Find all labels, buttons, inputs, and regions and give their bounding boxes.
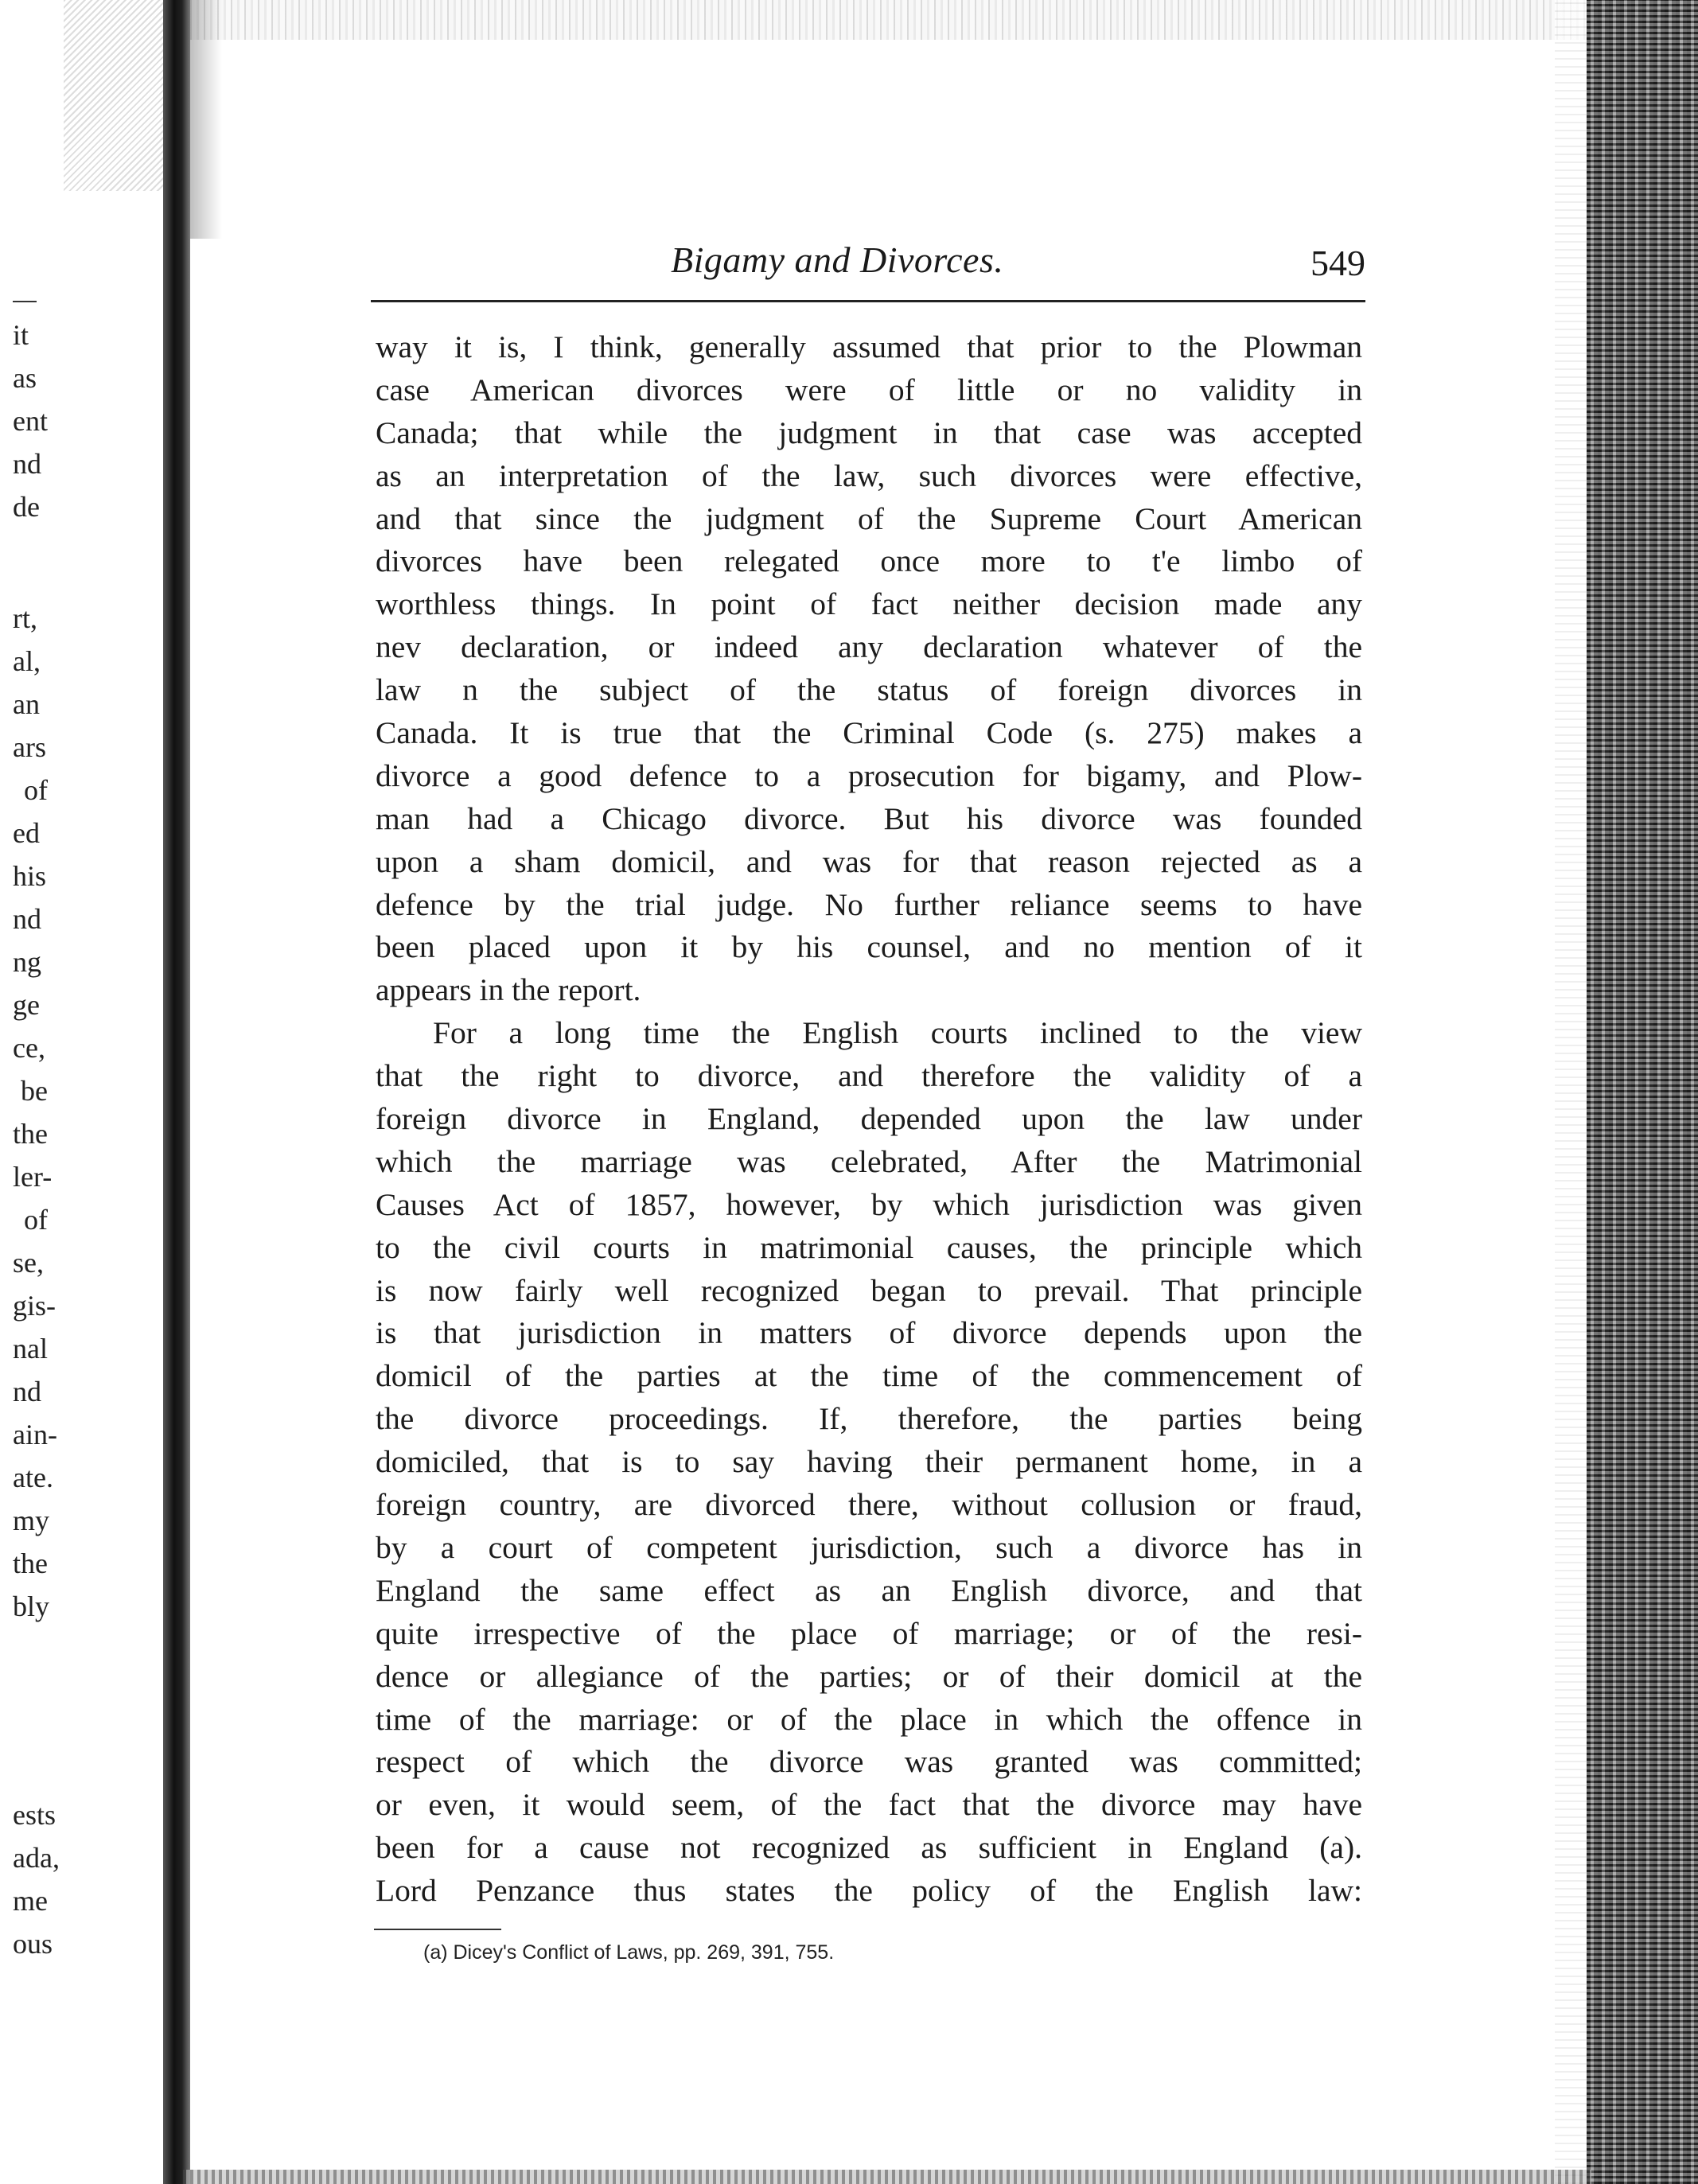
footnote: (a) Dicey's Conflict of Laws, pp. 269, 391, 755.	[423, 1941, 835, 1964]
book-gutter	[163, 0, 190, 2184]
fragment: ous	[13, 1928, 53, 1960]
text-line: or even, it would seem, of the fact that the divorce may have	[376, 1787, 1362, 1823]
text-line: Canada; that while the judgment in that case was accepted	[376, 415, 1362, 450]
header-rule	[371, 300, 1365, 302]
fragment: it	[13, 319, 29, 351]
fragment: de	[13, 491, 40, 523]
fragment: be	[21, 1075, 48, 1107]
fragment: ed	[13, 817, 40, 849]
text-line: is that jurisdiction in matters of divorce depends upon the	[376, 1315, 1362, 1351]
fragment: ler-	[13, 1161, 53, 1193]
text-line: by a court of competent jurisdiction, such a divorce has in	[376, 1529, 1362, 1565]
fragment: ce,	[13, 1032, 45, 1064]
fragment: ain-	[13, 1419, 57, 1450]
fragment: nd	[13, 448, 41, 480]
fragment: rt,	[13, 602, 37, 634]
fragment: nd	[13, 903, 41, 935]
fragment: ate.	[13, 1462, 53, 1493]
fragment: the	[13, 1118, 48, 1150]
text-line: worthless things. In point of fact neither decision made any	[376, 586, 1362, 622]
text-line: is now fairly well recognized began to prevail. That principle	[376, 1272, 1362, 1308]
body-text	[376, 326, 1362, 1913]
text-line: nev declaration, or indeed any declaration whatever of the	[376, 629, 1362, 665]
page-header	[371, 239, 1365, 294]
fragment: nal	[13, 1333, 48, 1365]
text-line: For a long time the English courts inclined to the view	[433, 1015, 1362, 1051]
text-line: divorce a good defence to a prosecution for bigamy, and Plow-	[376, 757, 1362, 793]
fragment: his	[13, 860, 47, 892]
fragment: al,	[13, 645, 41, 677]
fragment: of	[24, 1204, 48, 1236]
facing-page-tick	[13, 301, 37, 302]
text-line: Lord Penzance thus states the policy of the English law:	[376, 1873, 1362, 1909]
scan-right-edge	[1587, 0, 1698, 2184]
fragment: nd	[13, 1376, 41, 1407]
fragment: of	[24, 774, 48, 806]
gutter-shadow	[190, 0, 222, 239]
scan-bottom-edge	[183, 2170, 1591, 2184]
fragment: gis-	[13, 1290, 56, 1322]
text-line: defence by the trial judge. No further reliance seems to have	[376, 886, 1362, 922]
page-edge-light	[1555, 0, 1587, 2184]
fragment: se,	[13, 1247, 44, 1279]
text-line: which the marriage was celebrated, After the Matrimonial	[376, 1143, 1362, 1179]
text-line: quite irrespective of the place of marriage; or of the resi-	[376, 1615, 1362, 1651]
text-line: time of the marriage: or of the place in which the offence in	[376, 1701, 1362, 1737]
fragment: ent	[13, 405, 48, 437]
text-line: respect of which the divorce was granted was committed;	[376, 1744, 1362, 1780]
text-line: England the same effect as an English divorce, and that	[376, 1572, 1362, 1608]
text-line: foreign country, are divorced there, without collusion or fraud,	[376, 1487, 1362, 1523]
fragment: bly	[13, 1590, 50, 1622]
fragment: as	[13, 362, 37, 394]
fragment: ng	[13, 946, 41, 978]
text-line: and that since the judgment of the Supreme Court American	[376, 500, 1362, 536]
fragment: ests	[13, 1799, 56, 1831]
scan-speckle	[64, 0, 163, 191]
text-line: been placed upon it by his counsel, and no mention of it	[376, 929, 1362, 965]
text-line: upon a sham domicil, and was for that reason rejected as a	[376, 843, 1362, 879]
text-line: domicil of the parties at the time of the commencement of	[376, 1358, 1362, 1394]
text-line: man had a Chicago divorce. But his divorce was founded	[376, 800, 1362, 836]
footnote-rule	[374, 1929, 501, 1930]
text-line: law n the subject of the status of foreign divorces in	[376, 672, 1362, 708]
fragment: ada,	[13, 1842, 60, 1874]
fragment: ars	[13, 731, 46, 763]
text-line: Causes Act of 1857, however, by which jurisdiction was given	[376, 1186, 1362, 1222]
page-number: 549	[1310, 243, 1365, 283]
scan-top-edge	[183, 0, 1591, 40]
text-line: Canada. It is true that the Criminal Code (s. 275) makes a	[376, 715, 1362, 751]
text-line: that the right to divorce, and therefore the validity of a	[376, 1058, 1362, 1094]
text-line: been for a cause not recognized as sufficient in England (a).	[376, 1830, 1362, 1866]
text-line: to the civil courts in matrimonial causes, the principle which	[376, 1229, 1362, 1265]
fragment: an	[13, 688, 40, 720]
running-head: Bigamy and Divorces.	[671, 239, 1004, 280]
text-line: appears in the report.	[376, 972, 641, 1008]
text-line: way it is, I think, generally assumed that prior to the Plowman	[376, 329, 1362, 364]
fragment: ge	[13, 989, 40, 1021]
fragment: me	[13, 1885, 48, 1917]
text-line: domiciled, that is to say having their permanent home, in a	[376, 1444, 1362, 1480]
text-line: foreign divorce in England, depended upon the law under	[376, 1101, 1362, 1137]
text-line: divorces have been relegated once more to t'e limbo of	[376, 543, 1362, 579]
text-line: the divorce proceedings. If, therefore, the parties being	[376, 1401, 1362, 1437]
fragment: the	[13, 1547, 48, 1579]
text-line: case American divorces were of little or no validity in	[376, 372, 1362, 407]
text-line: as an interpretation of the law, such divorces were effective,	[376, 457, 1362, 493]
text-line: dence or allegiance of the parties; or of their domicil at the	[376, 1658, 1362, 1694]
fragment: my	[13, 1505, 50, 1536]
